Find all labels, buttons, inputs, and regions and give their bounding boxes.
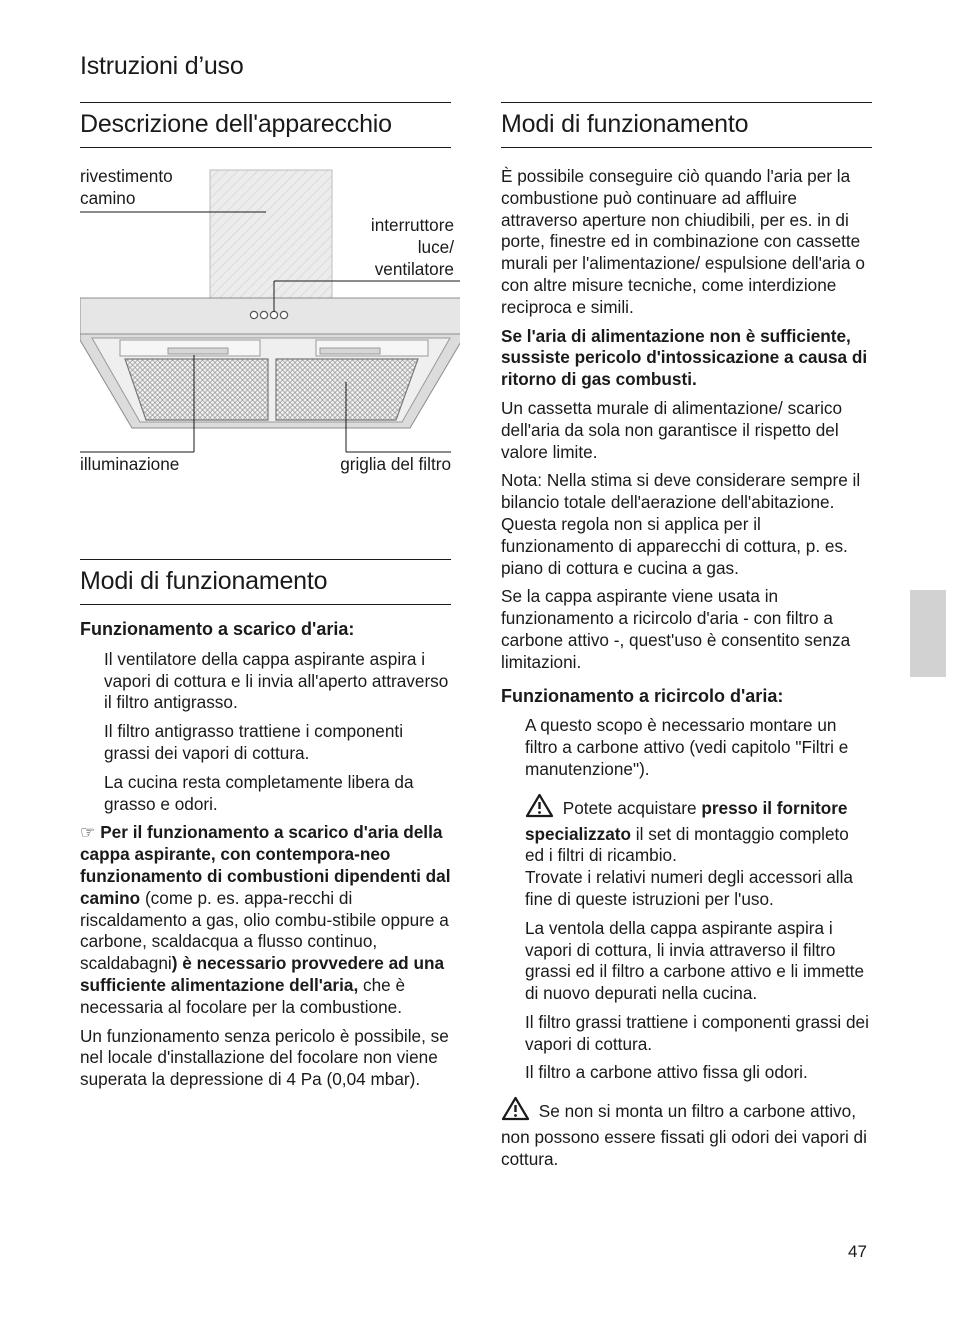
recirculation-paragraph-4: Il filtro grassi trattiene i componenti grassi dei vapori di cottura. bbox=[525, 1011, 869, 1054]
label-switch bbox=[371, 215, 454, 280]
label-switch-line1: interruttore bbox=[370, 215, 454, 235]
right-paragraph-1: È possibile conseguire ciò quando l'aria per la combustione può continuare ad affluire attraverso aperture non chiudibili, per es. in di porte, finestre ed in combinazione con cassette murali per l'alimentazione/ espulsione dell'aria o con altre misure tecniche, come interdizione reciproca e simili. bbox=[501, 166, 865, 317]
section-modes-left bbox=[80, 559, 451, 605]
recirculation-warning-1 bbox=[501, 793, 872, 867]
warning1-bold: presso il fornitore specializzato bbox=[525, 797, 848, 844]
warning-triangle-icon bbox=[525, 793, 554, 824]
page-number: 47 bbox=[848, 1242, 867, 1261]
recirculation-paragraph-5: Il filtro a carbone attivo fissa gli odori. bbox=[525, 1062, 808, 1083]
exhaust-text bbox=[80, 619, 451, 1098]
side-tab-marker bbox=[910, 590, 946, 677]
pointing-hand-icon: ☞ bbox=[80, 822, 96, 843]
warning-triangle-icon bbox=[501, 1096, 530, 1127]
recirculation-warning-1-line2: Trovate i relativi numeri degli accessori alla fine di queste istruzioni per l'uso. bbox=[525, 867, 853, 909]
note-normal-1: (come p. es. appa-recchi di riscaldamento a gas, olio combu-stibile oppure a carbone, scaldacqua a flusso continuo, scaldabagni bbox=[80, 887, 449, 974]
warning1-normal-1: Potete acquistare bbox=[558, 797, 702, 818]
right-paragraph-2-warning: Se l'aria di alimentazione non è sufficiente, sussiste pericolo d'intossicazione a causa di ritorno di gas combusti. bbox=[501, 325, 868, 390]
exhaust-paragraph-3: La cucina resta completamente libera da grasso e odori. bbox=[104, 771, 414, 814]
label-chimney bbox=[80, 166, 173, 210]
exhaust-heading: Funzionamento a scarico d'aria: bbox=[80, 619, 355, 639]
section-modes-right bbox=[501, 102, 872, 148]
recirculation-heading: Funzionamento a ricircolo d'aria: bbox=[501, 685, 784, 706]
note-normal-2: che è necessaria al focolare per la combustione. bbox=[80, 974, 406, 1017]
section-title-modes-left: Modi di funzionamento bbox=[80, 559, 451, 605]
exhaust-paragraph-5: Un funzionamento senza pericolo è possibile, se nel locale d'installazione del focolare non viene superata la depressione di 4 Pa (0,04 mbar). bbox=[80, 1025, 449, 1090]
label-switch-line3: ventilatore bbox=[374, 258, 454, 279]
page-title: Istruzioni d’uso bbox=[80, 52, 244, 80]
note-bold-2: ) è necessario provvedere ad una sufficiente alimentazione dell'aria, bbox=[80, 953, 445, 995]
warning2-text: Se non si monta un filtro a carbone attivo, non possono essere fissati gli odori dei vapori di cottura. bbox=[501, 1101, 867, 1169]
right-paragraph-4: Nota: Nella stima si deve considerare sempre il bilancio totale dell'aerazione dell'abitazione. Questa regola non si applica per il funzionamento di apparecchi di cottura, p. es. piano di cottura e cucina a gas. bbox=[501, 470, 861, 578]
recirculation-warning-2 bbox=[501, 1096, 872, 1170]
right-paragraph-3: Un cassetta murale di alimentazione/ scarico dell'aria da sola non garantisce il rispetto del valore limite. bbox=[501, 397, 843, 462]
recirculation-paragraph-3: La ventola della cappa aspirante aspira i vapori di cottura, li invia attraverso il filtro grassi ed il filtro a carbone attivo e li immette di nuovo depurati nella cucina. bbox=[525, 917, 865, 1004]
section-title-modes-right: Modi di funzionamento bbox=[501, 102, 872, 148]
label-chimney-line1: rivestimento bbox=[80, 166, 173, 186]
warning1-normal-2: il set di montaggio completo ed i filtri di ricambio. bbox=[525, 823, 849, 866]
exhaust-paragraph-2: Il filtro antigrasso trattiene i componenti grassi dei vapori di cottura. bbox=[104, 721, 404, 763]
label-chimney-line2: camino bbox=[80, 187, 136, 208]
label-filter: griglia del filtro bbox=[340, 454, 451, 474]
exhaust-note bbox=[80, 822, 451, 1018]
section-description bbox=[80, 102, 451, 148]
right-text bbox=[501, 166, 872, 1178]
hood-diagram bbox=[80, 160, 460, 490]
exhaust-paragraph-1: Il ventilatore della cappa aspirante aspira i vapori di cottura e li invia all'aperto attraverso il filtro antigrasso. bbox=[104, 648, 449, 713]
recirculation-paragraph-1: A questo scopo è necessario montare un filtro a carbone attivo (vedi capitolo "Filtri e manutenzione"). bbox=[525, 715, 849, 779]
label-switch-line2: luce/ bbox=[417, 236, 454, 257]
right-paragraph-5: Se la cappa aspirante viene usata in funzionamento a ricircolo d'aria - con filtro a carbone attivo -, quest'uso è consentito senza limitazioni. bbox=[501, 586, 851, 672]
label-lighting: illuminazione bbox=[80, 454, 180, 474]
note-bold-1: Per il funzionamento a scarico d'aria della cappa aspirante, con contempora-neo funzionamento di combustioni dipendenti dal camino bbox=[80, 822, 451, 908]
section-title-description: Descrizione dell'apparecchio bbox=[80, 102, 451, 148]
